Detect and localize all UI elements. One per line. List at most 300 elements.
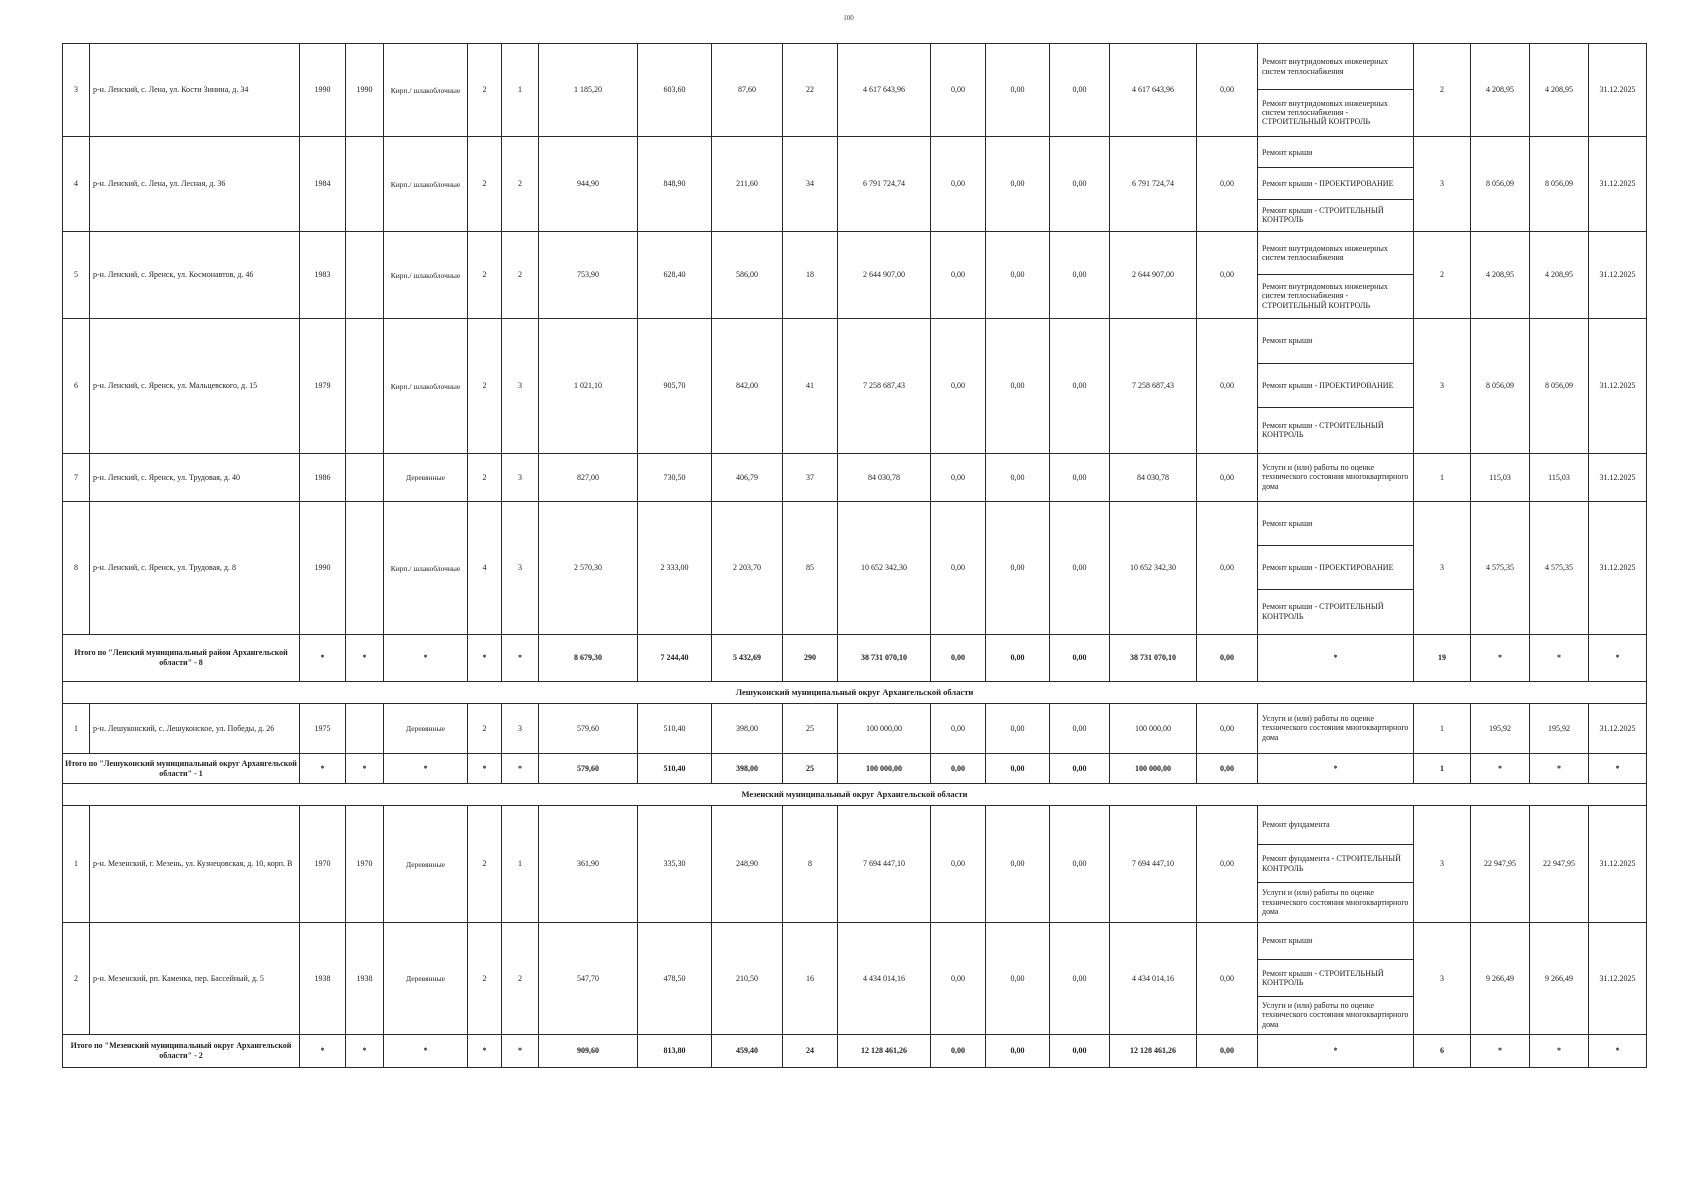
total-a3: 459,40 — [712, 1035, 783, 1068]
cell-f3: 0,00 — [1050, 454, 1110, 502]
cell-f3: 0,00 — [1050, 502, 1110, 635]
cell-floors: 2 — [468, 44, 502, 137]
total-wcount: 6 — [1414, 1035, 1471, 1068]
total-star: * — [346, 1035, 384, 1068]
total-star: * — [1530, 1035, 1589, 1068]
cell-a2: 335,30 — [638, 806, 712, 923]
cell-floors: 2 — [468, 454, 502, 502]
cell-a1: 1 185,20 — [539, 44, 638, 137]
cell-own: 7 258 687,43 — [1110, 319, 1197, 454]
work-item: Ремонт фундамента — [1258, 806, 1413, 845]
cell-entr: 2 — [502, 232, 539, 319]
cell-wcount: 1 — [1414, 454, 1471, 502]
capital-repair-table — [62, 43, 1647, 1068]
cell-a3: 398,00 — [712, 704, 783, 754]
cell-cost: 84 030,78 — [838, 454, 931, 502]
work-item: Услуги и (или) работы по оценке технического состояния многоквартирного дома — [1262, 1001, 1409, 1029]
cell-a3: 842,00 — [712, 319, 783, 454]
cell-wall: Кирп./ шлакоблочные — [384, 502, 468, 635]
work-item: Ремонт крыши - СТРОИТЕЛЬНЫЙ КОНТРОЛЬ — [1258, 960, 1413, 997]
table-row — [63, 44, 1647, 137]
cell-y1: 1983 — [300, 232, 346, 319]
cell-entr: 1 — [502, 44, 539, 137]
cell-entr: 1 — [502, 806, 539, 923]
total-star: * — [384, 1035, 468, 1068]
cell-res: 85 — [783, 502, 838, 635]
cell-f4: 0,00 — [1197, 232, 1258, 319]
cell-wcount: 3 — [1414, 137, 1471, 232]
total-f1: 0,00 — [931, 1035, 986, 1068]
cell-cost: 7 258 687,43 — [838, 319, 931, 454]
cell-addr: р-н. Лешуконский, с. Лешуконское, ул. Победы, д. 26 — [90, 704, 300, 754]
cell-f4: 0,00 — [1197, 44, 1258, 137]
total-star: * — [1471, 754, 1530, 784]
works-list — [1258, 502, 1413, 633]
cell-own: 4 617 643,96 — [1110, 44, 1197, 137]
total-star: * — [1258, 1035, 1414, 1068]
cell-date: 31.12.2025 — [1589, 319, 1647, 454]
cell-a1: 827,00 — [539, 454, 638, 502]
cell-y2 — [346, 454, 384, 502]
cell-res: 18 — [783, 232, 838, 319]
total-star: * — [1589, 754, 1647, 784]
total-a1: 579,60 — [539, 754, 638, 784]
cell-n: 1 — [63, 806, 90, 923]
total-res: 290 — [783, 635, 838, 682]
cell-own: 2 644 907,00 — [1110, 232, 1197, 319]
cell-a2: 510,40 — [638, 704, 712, 754]
cell-f3: 0,00 — [1050, 44, 1110, 137]
total-star: * — [1258, 754, 1414, 784]
cell-n: 1 — [63, 704, 90, 754]
total-a1: 8 679,30 — [539, 635, 638, 682]
cell-a2: 628,40 — [638, 232, 712, 319]
cell-y2 — [346, 319, 384, 454]
works-cell — [1258, 502, 1414, 635]
table-row — [63, 137, 1647, 232]
total-f4: 0,00 — [1197, 1035, 1258, 1068]
cell-n: 3 — [63, 44, 90, 137]
cell-a3: 210,50 — [712, 923, 783, 1035]
cell-f4: 0,00 — [1197, 137, 1258, 232]
works-list — [1258, 137, 1413, 230]
works-list — [1258, 704, 1413, 752]
cell-res: 37 — [783, 454, 838, 502]
works-list — [1258, 44, 1413, 135]
works-cell — [1258, 704, 1414, 754]
table-row — [63, 923, 1647, 1035]
cell-a1: 547,70 — [539, 923, 638, 1035]
cell-p1: 115,03 — [1471, 454, 1530, 502]
cell-floors: 2 — [468, 232, 502, 319]
cell-wall: Кирп./ шлакоблочные — [384, 232, 468, 319]
cell-y1: 1990 — [300, 502, 346, 635]
cell-y1: 1975 — [300, 704, 346, 754]
cell-p2: 8 056,09 — [1530, 137, 1589, 232]
total-f2: 0,00 — [986, 635, 1050, 682]
total-a3: 398,00 — [712, 754, 783, 784]
total-star: * — [384, 635, 468, 682]
total-star: * — [502, 1035, 539, 1068]
cell-y2 — [346, 704, 384, 754]
cell-p1: 8 056,09 — [1471, 137, 1530, 232]
total-star: * — [1258, 635, 1414, 682]
total-star: * — [1530, 635, 1589, 682]
total-f3: 0,00 — [1050, 635, 1110, 682]
cell-date: 31.12.2025 — [1589, 232, 1647, 319]
total-f4: 0,00 — [1197, 754, 1258, 784]
work-item: Ремонт крыши — [1258, 502, 1413, 546]
cell-addr: р-н. Ленский, с. Яренск, ул. Мальцевского, д. 15 — [90, 319, 300, 454]
cell-entr: 3 — [502, 704, 539, 754]
cell-a2: 2 333,00 — [638, 502, 712, 635]
work-item: Ремонт крыши — [1258, 319, 1413, 364]
cell-p2: 115,03 — [1530, 454, 1589, 502]
cell-cost: 4 434 014,16 — [838, 923, 931, 1035]
total-res: 25 — [783, 754, 838, 784]
table-row — [63, 502, 1647, 635]
work-item: Ремонт внутридомовых инженерных систем теплоснабжения — [1258, 44, 1413, 90]
cell-p2: 9 266,49 — [1530, 923, 1589, 1035]
cell-wcount: 3 — [1414, 319, 1471, 454]
total-a3: 5 432,69 — [712, 635, 783, 682]
cell-date: 31.12.2025 — [1589, 923, 1647, 1035]
cell-a3: 586,00 — [712, 232, 783, 319]
cell-y2: 1938 — [346, 923, 384, 1035]
cell-date: 31.12.2025 — [1589, 806, 1647, 923]
cell-f2: 0,00 — [986, 319, 1050, 454]
cell-a3: 406,79 — [712, 454, 783, 502]
cell-f2: 0,00 — [986, 923, 1050, 1035]
cell-f2: 0,00 — [986, 806, 1050, 923]
section-header-row — [63, 784, 1647, 806]
cell-p2: 22 947,95 — [1530, 806, 1589, 923]
works-cell — [1258, 319, 1414, 454]
cell-wcount: 3 — [1414, 806, 1471, 923]
work-item: Ремонт внутридомовых инженерных систем теплоснабжения — [1258, 232, 1413, 275]
cell-a1: 944,90 — [539, 137, 638, 232]
total-f2: 0,00 — [986, 754, 1050, 784]
cell-wall: Кирп./ шлакоблочные — [384, 44, 468, 137]
cell-entr: 3 — [502, 502, 539, 635]
total-star: * — [468, 754, 502, 784]
cell-cost: 7 694 447,10 — [838, 806, 931, 923]
cell-f1: 0,00 — [931, 502, 986, 635]
total-star: * — [300, 635, 346, 682]
cell-f3: 0,00 — [1050, 319, 1110, 454]
cell-wall: Деревянные — [384, 923, 468, 1035]
section-title: Мезенский муниципальный округ Архангельской области — [63, 784, 1647, 806]
cell-n: 2 — [63, 923, 90, 1035]
cell-f1: 0,00 — [931, 44, 986, 137]
cell-y2 — [346, 502, 384, 635]
cell-f1: 0,00 — [931, 454, 986, 502]
cell-wall: Деревянные — [384, 806, 468, 923]
cell-res: 34 — [783, 137, 838, 232]
cell-a1: 361,90 — [539, 806, 638, 923]
work-item: Ремонт фундамента - СТРОИТЕЛЬНЫЙ КОНТРОЛЬ — [1258, 845, 1413, 884]
cell-y1: 1970 — [300, 806, 346, 923]
cell-a2: 478,50 — [638, 923, 712, 1035]
cell-p2: 4 208,95 — [1530, 44, 1589, 137]
cell-own: 7 694 447,10 — [1110, 806, 1197, 923]
works-cell — [1258, 137, 1414, 232]
cell-own: 10 652 342,30 — [1110, 502, 1197, 635]
total-a1: 909,60 — [539, 1035, 638, 1068]
cell-f1: 0,00 — [931, 923, 986, 1035]
cell-n: 8 — [63, 502, 90, 635]
cell-floors: 2 — [468, 806, 502, 923]
cell-date: 31.12.2025 — [1589, 44, 1647, 137]
cell-a1: 579,60 — [539, 704, 638, 754]
work-item: Ремонт крыши - ПРОЕКТИРОВАНИЕ — [1258, 168, 1413, 199]
cell-y2: 1970 — [346, 806, 384, 923]
total-a2: 7 244,40 — [638, 635, 712, 682]
cell-n: 6 — [63, 319, 90, 454]
cell-f3: 0,00 — [1050, 137, 1110, 232]
work-item: Ремонт крыши - СТРОИТЕЛЬНЫЙ КОНТРОЛЬ — [1262, 602, 1384, 621]
cell-cost: 2 644 907,00 — [838, 232, 931, 319]
cell-a1: 1 021,10 — [539, 319, 638, 454]
total-star: * — [346, 754, 384, 784]
cell-own: 6 791 724,74 — [1110, 137, 1197, 232]
table-row — [63, 319, 1647, 454]
total-star: * — [468, 1035, 502, 1068]
total-own: 12 128 461,26 — [1110, 1035, 1197, 1068]
cell-p2: 4 208,95 — [1530, 232, 1589, 319]
cell-addr: р-н. Ленский, с. Яренск, ул. Космонавтов, д. 46 — [90, 232, 300, 319]
cell-entr: 2 — [502, 923, 539, 1035]
total-res: 24 — [783, 1035, 838, 1068]
cell-entr: 3 — [502, 454, 539, 502]
total-f3: 0,00 — [1050, 754, 1110, 784]
cell-own: 100 000,00 — [1110, 704, 1197, 754]
cell-addr: р-н. Мезенский, г. Мезень, ул. Кузнецовская, д. 10, корп. В — [90, 806, 300, 923]
cell-a2: 848,90 — [638, 137, 712, 232]
cell-n: 4 — [63, 137, 90, 232]
cell-y1: 1986 — [300, 454, 346, 502]
work-item: Ремонт крыши — [1258, 923, 1413, 960]
cell-f3: 0,00 — [1050, 923, 1110, 1035]
cell-a1: 2 570,30 — [539, 502, 638, 635]
cell-a3: 248,90 — [712, 806, 783, 923]
cell-p1: 9 266,49 — [1471, 923, 1530, 1035]
total-star: * — [1471, 635, 1530, 682]
cell-y1: 1984 — [300, 137, 346, 232]
section-header-row — [63, 682, 1647, 704]
work-item: Ремонт крыши - ПРОЕКТИРОВАНИЕ — [1258, 364, 1413, 409]
cell-p2: 4 575,35 — [1530, 502, 1589, 635]
cell-f2: 0,00 — [986, 454, 1050, 502]
cell-a1: 753,90 — [539, 232, 638, 319]
cell-res: 16 — [783, 923, 838, 1035]
cell-entr: 2 — [502, 137, 539, 232]
cell-p2: 195,92 — [1530, 704, 1589, 754]
total-f1: 0,00 — [931, 754, 986, 784]
work-item: Ремонт крыши — [1258, 137, 1413, 168]
cell-f1: 0,00 — [931, 806, 986, 923]
cell-y1: 1938 — [300, 923, 346, 1035]
cell-p1: 4 208,95 — [1471, 44, 1530, 137]
cell-addr: р-н. Ленский, с. Лена, ул. Лесная, д. 36 — [90, 137, 300, 232]
cell-f2: 0,00 — [986, 232, 1050, 319]
cell-y1: 1979 — [300, 319, 346, 454]
cell-f2: 0,00 — [986, 137, 1050, 232]
total-own: 38 731 070,10 — [1110, 635, 1197, 682]
total-wcount: 1 — [1414, 754, 1471, 784]
cell-a2: 730,50 — [638, 454, 712, 502]
total-label: Итого по "Ленский муниципальный район Архангельской области" - 8 — [63, 635, 300, 682]
total-row — [63, 754, 1647, 784]
total-star: * — [346, 635, 384, 682]
cell-a3: 87,60 — [712, 44, 783, 137]
total-f4: 0,00 — [1197, 635, 1258, 682]
cell-f4: 0,00 — [1197, 454, 1258, 502]
cell-f3: 0,00 — [1050, 704, 1110, 754]
cell-f3: 0,00 — [1050, 806, 1110, 923]
cell-f4: 0,00 — [1197, 704, 1258, 754]
cell-floors: 4 — [468, 502, 502, 635]
cell-cost: 4 617 643,96 — [838, 44, 931, 137]
work-item: Услуги и (или) работы по оценке технического состояния многоквартирного дома — [1262, 888, 1409, 916]
cell-res: 25 — [783, 704, 838, 754]
page-number: 100 — [843, 14, 854, 22]
cell-floors: 2 — [468, 137, 502, 232]
cell-f4: 0,00 — [1197, 502, 1258, 635]
cell-p1: 4 208,95 — [1471, 232, 1530, 319]
cell-f1: 0,00 — [931, 137, 986, 232]
work-item: Ремонт крыши - СТРОИТЕЛЬНЫЙ КОНТРОЛЬ — [1262, 420, 1384, 440]
cell-addr: р-н. Ленский, с. Яренск, ул. Трудовая, д. 40 — [90, 454, 300, 502]
cell-f1: 0,00 — [931, 319, 986, 454]
cell-cost: 6 791 724,74 — [838, 137, 931, 232]
cell-floors: 2 — [468, 704, 502, 754]
cell-p1: 8 056,09 — [1471, 319, 1530, 454]
cell-a3: 211,60 — [712, 137, 783, 232]
total-star: * — [1530, 754, 1589, 784]
total-own: 100 000,00 — [1110, 754, 1197, 784]
total-star: * — [1589, 1035, 1647, 1068]
works-cell — [1258, 454, 1414, 502]
total-row — [63, 635, 1647, 682]
total-star: * — [384, 754, 468, 784]
total-wcount: 19 — [1414, 635, 1471, 682]
table-row — [63, 704, 1647, 754]
works-list — [1258, 232, 1413, 317]
cell-y2 — [346, 232, 384, 319]
cell-cost: 100 000,00 — [838, 704, 931, 754]
works-list — [1258, 806, 1413, 921]
works-cell — [1258, 806, 1414, 923]
cell-own: 4 434 014,16 — [1110, 923, 1197, 1035]
cell-addr: р-н. Мезенский, рп. Каменка, пер. Бассейный, д. 5 — [90, 923, 300, 1035]
table-row — [63, 454, 1647, 502]
total-row — [63, 1035, 1647, 1068]
cell-y2 — [346, 137, 384, 232]
works-cell — [1258, 232, 1414, 319]
cell-p1: 22 947,95 — [1471, 806, 1530, 923]
table-row — [63, 806, 1647, 923]
register-sheet — [62, 43, 1646, 1068]
cell-res: 41 — [783, 319, 838, 454]
cell-entr: 3 — [502, 319, 539, 454]
cell-wcount: 2 — [1414, 44, 1471, 137]
cell-wcount: 3 — [1414, 923, 1471, 1035]
cell-p2: 8 056,09 — [1530, 319, 1589, 454]
cell-f2: 0,00 — [986, 44, 1050, 137]
works-cell — [1258, 923, 1414, 1035]
cell-f2: 0,00 — [986, 704, 1050, 754]
section-title: Лешуконский муниципальный округ Архангельской области — [63, 682, 1647, 704]
cell-cost: 10 652 342,30 — [838, 502, 931, 635]
cell-wall: Деревянные — [384, 704, 468, 754]
total-cost: 38 731 070,10 — [838, 635, 931, 682]
table-row — [63, 232, 1647, 319]
cell-date: 31.12.2025 — [1589, 454, 1647, 502]
cell-f4: 0,00 — [1197, 923, 1258, 1035]
cell-f4: 0,00 — [1197, 319, 1258, 454]
total-star: * — [300, 754, 346, 784]
total-a2: 510,40 — [638, 754, 712, 784]
total-cost: 12 128 461,26 — [838, 1035, 931, 1068]
total-f1: 0,00 — [931, 635, 986, 682]
total-star: * — [1589, 635, 1647, 682]
work-item: Ремонт крыши - ПРОЕКТИРОВАНИЕ — [1258, 546, 1413, 590]
works-list — [1258, 319, 1413, 452]
cell-p1: 4 575,35 — [1471, 502, 1530, 635]
total-f2: 0,00 — [986, 1035, 1050, 1068]
total-star: * — [502, 635, 539, 682]
work-item: Ремонт внутридомовых инженерных систем теплоснабжения - СТРОИТЕЛЬНЫЙ КОНТРОЛЬ — [1262, 282, 1388, 310]
cell-f1: 0,00 — [931, 232, 986, 319]
cell-wall: Деревянные — [384, 454, 468, 502]
cell-wall: Кирп./ шлакоблочные — [384, 319, 468, 454]
cell-wall: Кирп./ шлакоблочные — [384, 137, 468, 232]
cell-res: 22 — [783, 44, 838, 137]
cell-y1: 1990 — [300, 44, 346, 137]
cell-f3: 0,00 — [1050, 232, 1110, 319]
total-star: * — [1471, 1035, 1530, 1068]
total-a2: 813,80 — [638, 1035, 712, 1068]
table-body — [63, 44, 1647, 1068]
cell-date: 31.12.2025 — [1589, 137, 1647, 232]
cell-n: 5 — [63, 232, 90, 319]
cell-res: 8 — [783, 806, 838, 923]
cell-floors: 2 — [468, 923, 502, 1035]
cell-n: 7 — [63, 454, 90, 502]
cell-a2: 905,70 — [638, 319, 712, 454]
works-list — [1258, 454, 1413, 500]
cell-date: 31.12.2025 — [1589, 704, 1647, 754]
cell-wcount: 2 — [1414, 232, 1471, 319]
total-star: * — [502, 754, 539, 784]
total-label: Итого по "Мезенский муниципальный округ Архангельской области" - 2 — [63, 1035, 300, 1068]
work-item: Ремонт крыши - СТРОИТЕЛЬНЫЙ КОНТРОЛЬ — [1262, 205, 1384, 224]
work-item: Услуги и (или) работы по оценке технического состояния многоквартирного дома — [1262, 463, 1409, 491]
cell-floors: 2 — [468, 319, 502, 454]
total-star: * — [468, 635, 502, 682]
cell-own: 84 030,78 — [1110, 454, 1197, 502]
works-list — [1258, 923, 1413, 1033]
cell-a3: 2 203,70 — [712, 502, 783, 635]
works-cell — [1258, 44, 1414, 137]
cell-p1: 195,92 — [1471, 704, 1530, 754]
cell-addr: р-н. Ленский, с. Яренск, ул. Трудовая, д. 8 — [90, 502, 300, 635]
total-cost: 100 000,00 — [838, 754, 931, 784]
cell-date: 31.12.2025 — [1589, 502, 1647, 635]
total-label: Итого по "Лешуконский муниципальный округ Архангельской области" - 1 — [63, 754, 300, 784]
cell-y2: 1990 — [346, 44, 384, 137]
